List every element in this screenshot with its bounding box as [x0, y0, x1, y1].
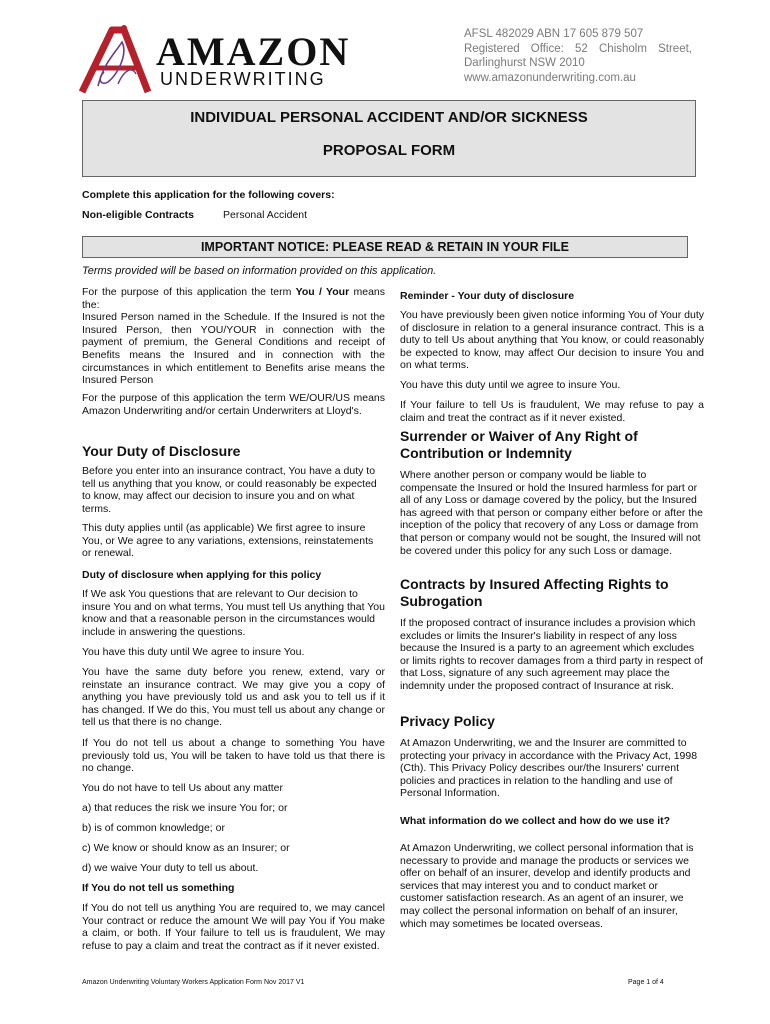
list-item: a) that reduces the risk we insure You for; or: [82, 802, 288, 814]
footer-page-number: Page 1 of 4: [628, 979, 664, 986]
paragraph: You do not have to tell Us about any matter: [82, 782, 283, 794]
paragraph: At Amazon Underwriting, we collect personal information that is necessary to provide and manage the products or services we offer on behalf of an insurer, develop and identify products and services that may interest you and to conduct market or customer satisfaction research. As an agent of an insurer, we may collect the personal information on behalf of an insurer, which may sometimes be located overseas.: [400, 842, 694, 930]
footer-form-id: Amazon Underwriting Voluntary Workers Application Form Nov 2017 V1: [82, 979, 305, 986]
paragraph: If You do not tell us about a change to something You have previously told us, You will be taken to have told us that there is no change.: [82, 737, 385, 775]
logo-wordmark-top: AMAZON: [156, 29, 351, 74]
heading-privacy-policy: Privacy Policy: [400, 713, 495, 729]
paragraph: You have previously been given notice informing You of Your duty of disclosure in relation to a general insurance contract. This is a duty to tell Us about anything that You know, or could reasonably be expected to know, may affect Our decision to insure You and on what terms.: [400, 309, 704, 372]
paragraph: You have this duty until we agree to insure You.: [400, 379, 621, 391]
paragraph: Where another person or company would be liable to compensate the Insured or hold the Insured harmless for part or all of any Loss or damage covered by the policy, but the Insured has agreed with that person or company either before or after the inception of the policy that recovery of any Loss or damage from that person or company would not be sought, the Insured will not be covered under this policy for any such Loss or damage.: [400, 469, 703, 557]
definition-you: [82, 286, 385, 387]
definition-we: For the purpose of this application the term WE/OUR/US means Amazon Underwriting and/or certain Underwriters at Lloyd's.: [82, 392, 385, 417]
company-logo: [78, 22, 351, 92]
list-item: d) we waive Your duty to tell us about.: [82, 862, 259, 874]
list-item: c) We know or should know as an Insurer; or: [82, 842, 290, 854]
paragraph: At Amazon Underwriting, we and the Insurer are committed to protecting your privacy in accordance with the Privacy Act, 1998 (Cth). This Privacy Policy describes our/the Insurers' current policies and practices in relation to the handling and use of Personal Information.: [400, 737, 698, 800]
heading-subrogation: Contracts by Insured Affecting Rights to Subrogation: [400, 576, 669, 609]
covers-label: Non-eligible Contracts: [82, 209, 195, 221]
paragraph: If You do not tell us anything You are required to, we may cancel Your contract or reduce the amount We will pay You if You make a claim, or both. If Your failure to tell us is fraudulent, We may refuse to pay a claim and treat the contract as if it never existed.: [82, 902, 385, 952]
definition-you-text: For the purpose of this application the term: [82, 286, 296, 298]
company-address: [464, 27, 692, 85]
subheading-applying: Duty of disclosure when applying for this policy: [82, 569, 322, 581]
covers-intro: Complete this application for the following covers:: [82, 189, 335, 201]
paragraph: You have this duty until We agree to insure You.: [82, 646, 305, 658]
definition-you-term: You / Your: [295, 286, 350, 298]
definition-you-suffix: means the:: [82, 286, 385, 311]
covers-value: Personal Accident: [223, 209, 308, 221]
address-line: Darlinghurst NSW 2010: [464, 57, 585, 69]
paragraph: You have the same duty before you renew, extend, vary or reinstate an insurance contract. We may give you a copy of anything you have previously told us and ask you to tell us if it has changed. If We do this, You must tell us about any change or tell us that there is no change.: [82, 666, 385, 729]
address-website: www.amazonunderwriting.com.au: [464, 71, 636, 84]
paragraph: If We ask You questions that are relevant to Our decision to insure You and on what terms, You must tell Us anything that You know and that a reasonable person in the circumstances would include in answering the questions.: [82, 588, 385, 638]
form-title-box: [82, 100, 696, 177]
subheading-what-information: What information do we collect and how do we use it?: [400, 815, 671, 827]
paragraph: Before you enter into an insurance contract, You have a duty to tell us anything that you know, or could reasonably be expected to know, may affect our decision to insure you and on what terms.: [82, 465, 377, 515]
list-item: b) is of common knowledge; or: [82, 822, 225, 834]
definition-you-body: Insured Person named in the Schedule. If the Insured is not the Insured Person, then YOU/YOUR in connection with the payment of premium, the General Conditions and receipt of Benefits means the Insured and in connection with the circumstances in which entitlement to Benefits arise means the Insured Person: [82, 311, 385, 387]
paragraph: If Your failure to tell Us is fraudulent, We may refuse to pay a claim and treat the contract as if it never existed.: [400, 399, 704, 424]
paragraph: If the proposed contract of insurance includes a provision which excludes or limits the Insurer's liability in respect of any loss because the Insured is a party to an agreement which excludes or limits rights to recover damages from a third party in respect of that Loss, signature of any such agreement may place the indemnity under the proposed contract of Insurance at risk.: [400, 617, 703, 692]
subheading-not-tell: If You do not tell us something: [82, 882, 235, 894]
heading-surrender-waiver: Surrender or Waiver of Any Right of Contribution or Indemnity: [400, 428, 638, 461]
important-notice-banner: IMPORTANT NOTICE: PLEASE READ & RETAIN IN YOUR FILE: [82, 236, 688, 258]
address-line: AFSL 482029 ABN 17 605 879 507: [464, 28, 644, 40]
logo-wordmark-bottom: UNDERWRITING: [160, 69, 326, 89]
paragraph: This duty applies until (as applicable) We first agree to insure You, or We agree to any variations, extensions, reinstatements or renewal.: [82, 522, 374, 560]
form-title: INDIVIDUAL PERSONAL ACCIDENT AND/OR SICKNESS: [190, 109, 588, 126]
logo-a-mark: [78, 22, 158, 94]
address-line: Registered Office: 52 Chisholm Street,: [464, 42, 692, 55]
terms-note: Terms provided will be based on information provided on this application.: [82, 265, 437, 277]
form-subtitle: PROPOSAL FORM: [322, 142, 456, 159]
heading-duty-of-disclosure: Your Duty of Disclosure: [82, 443, 241, 459]
subheading-reminder: Reminder - Your duty of disclosure: [400, 290, 575, 302]
